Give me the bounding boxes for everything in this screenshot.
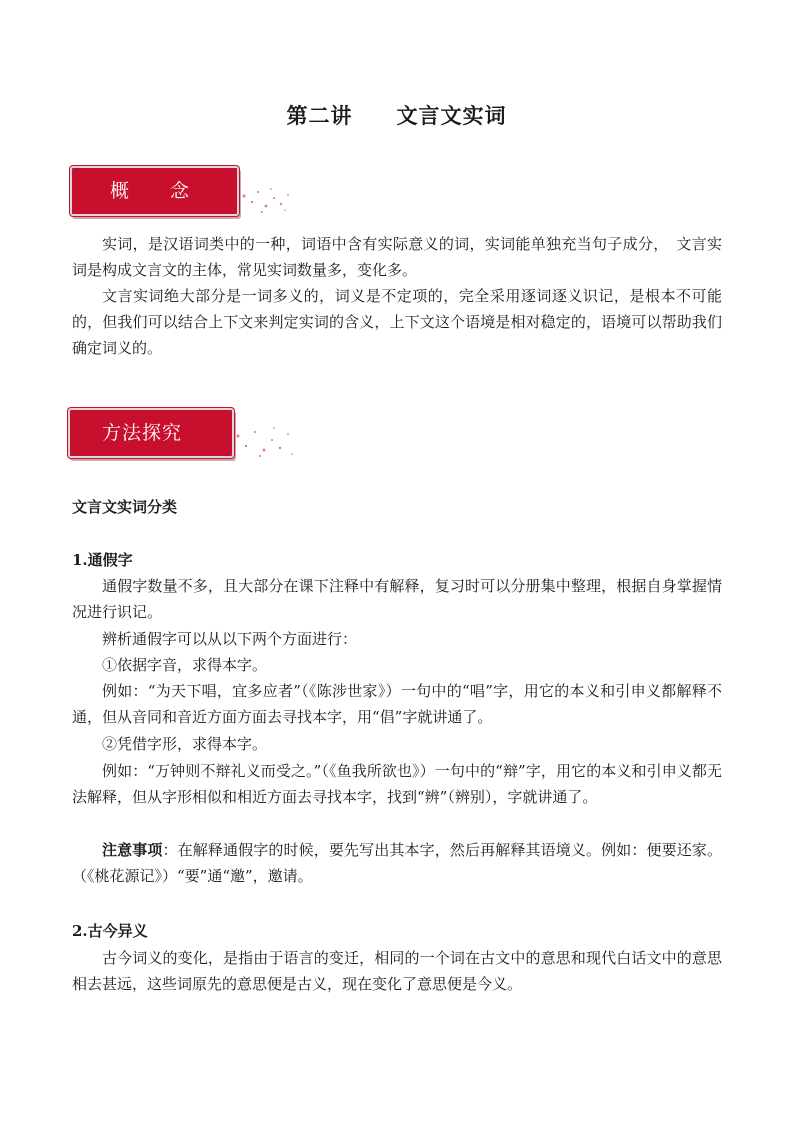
page-title: 第二讲 文言文实词 bbox=[286, 103, 507, 128]
item-heading-2: 2.古今异义 bbox=[72, 922, 148, 940]
item1-paragraph-1: 通假字数量不多，且大部分在课下注释中有解释，复习时可以分册集中整理，根据自身掌握情况进行识记。 bbox=[72, 577, 722, 621]
banner-label: 方法探究 bbox=[102, 422, 183, 444]
item1-paragraph-4: 例如：“为天下唱，宜多应者”（《陈涉世家》）一句中的“唱”字，用它的本义和引申义都解释不通，但从音同和音近方面方面去寻找本字，用“倡”字就讲通了。 bbox=[72, 682, 722, 726]
item1-paragraph-5: ②凭借字形，求得本字。 bbox=[102, 735, 268, 753]
item1-note bbox=[72, 837, 722, 889]
item2-paragraph-1: 古今词义的变化，是指由于语言的变迁，相同的一个词在古文中的意思和现代白话文中的意思相去甚远，这些词原先的意思便是古义，现在变化了意思便是今义。 bbox=[72, 949, 722, 993]
note-text: ：在解释通假字的时候，要先写出其本字，然后再解释其语境义。例如：便要还家。（《桃花源记》）“要”通“邀”，邀请。 bbox=[72, 841, 722, 885]
classification-heading: 文言文实词分类 bbox=[72, 498, 178, 516]
section-banner-concept bbox=[66, 162, 296, 216]
banner-label: 概 念 bbox=[110, 180, 191, 202]
item1-paragraph-2: 辨析通假字可以从以下两个方面进行： bbox=[102, 630, 358, 648]
concept-paragraph-1: 实词，是汉语词类中的一种，词语中含有实际意义的词，实词能单独充当句子成分， 文言实词是构成文言文的主体，常见实词数量多，变化多。 bbox=[72, 235, 722, 279]
item-heading-1: 1.通假字 bbox=[72, 551, 133, 569]
item1-paragraph-3: ①依据字音，求得本字。 bbox=[102, 656, 268, 674]
item1-paragraph-6: 例如：“万钟则不辩礼义而受之。”（《鱼我所欲也》）一句中的“辩”字，用它的本义和引申义都无法解释，但从字形相似和相近方面去寻找本字，找到“辨”（辨别），字就讲通了。 bbox=[72, 762, 722, 806]
concept-paragraph-2: 文言实词绝大部分是一词多义的，词义是不定项的，完全采用逐词逐义识记，是根本不可能的，但我们可以结合上下文来判定实词的含义，上下文这个语境是相对稳定的，语境可以帮助我们确定词义的。 bbox=[72, 287, 722, 357]
section-banner-method bbox=[62, 404, 302, 458]
note-label: 注意事项 bbox=[102, 841, 163, 859]
